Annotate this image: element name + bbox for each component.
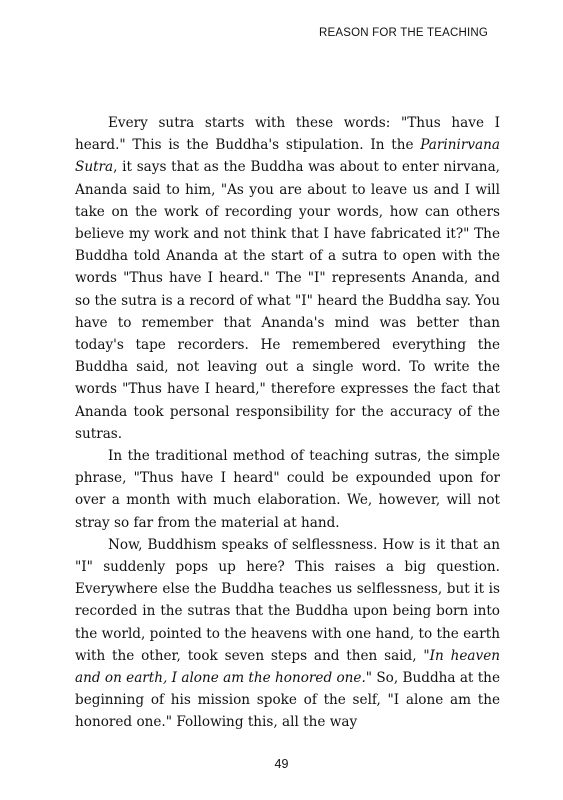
paragraph-3-text-b: So, Buddha at the beginning of his mission spoke of the self, "I alone am the honored one." Following this, all the way [75,670,500,731]
paragraph-3-text-a: Now, Buddhism speaks of selflessness. How is it that an "I" suddenly pops up here? This raises a big question. Everywhere else the Buddha teaches us selflessness, but it is recorded in the sutras that the Buddha upon being born into the world, pointed to the heavens with one hand, to the earth with the other, took seven steps and then said, [75,536,500,664]
sutra-title: Parinirvana Sutra [75,137,500,176]
page-body [75,112,500,734]
buddha-quote: "In heaven and on earth, I alone am the honored one." [75,647,500,687]
paragraph-3 [75,534,500,734]
running-header: REASON FOR THE TEACHING [318,27,488,39]
page-number: 49 [274,757,289,771]
paragraph-2: In the traditional method of teaching sutras, the simple phrase, "Thus have I heard" could be expounded upon for over a month with much elaboration. We, however, will not stray so far from the material at hand. [75,448,500,531]
paragraph-1-text-b: , it says that as the Buddha was about to enter nirvana, Ananda said to him, "As you are about to leave us and I will take on the work of recording your words, how can others believe my work and not think that I have fabricated it?" The Buddha told Ananda at the start of a sutra to open with the words "Thus have I heard." The "I" represents Ananda, and so the sutra is a record of what "I" heard the Buddha say. You have to remember that Ananda's mind was better than today's tape recorders. He remembered everything the Buddha said, not leaving out a single word. To write the words "Thus have I heard," therefore expresses the fact that Ananda took personal responsibility for the accuracy of the sutras. [75,159,500,442]
paragraph-1 [75,112,500,445]
paragraph-1-text-a: Every sutra starts with these words: "Thus have I heard." This is the Buddha's stipulation. In the [75,115,500,154]
